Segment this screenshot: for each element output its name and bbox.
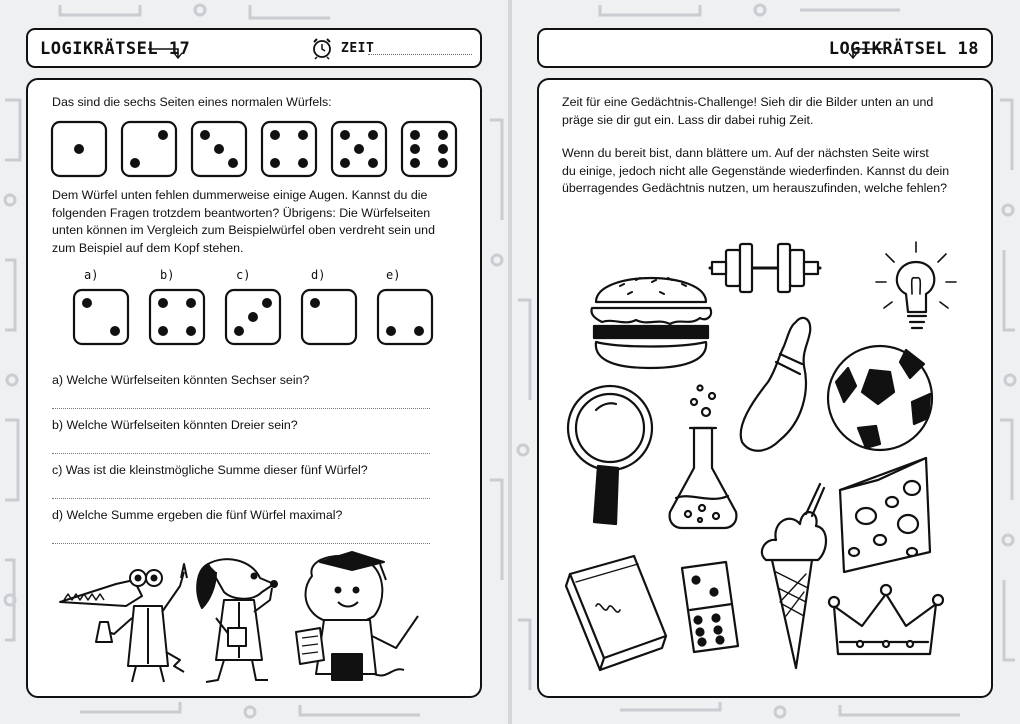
right-page-title: LOGIKRÄTSEL 18 — [828, 39, 979, 59]
reference-die-6 — [402, 122, 456, 176]
ice-cream-icon — [762, 484, 826, 668]
die-pip — [200, 130, 210, 140]
memory-instructions-paragraph — [562, 145, 949, 198]
memory-intro-paragraph — [562, 94, 933, 129]
die-pip — [262, 298, 272, 308]
die-pip — [186, 298, 196, 308]
cheese-icon — [840, 458, 930, 572]
puzzle-die-b — [150, 290, 204, 344]
answer-line-a[interactable] — [52, 408, 430, 409]
description-line: zum Beispiel auf dem Kopf stehen. — [52, 240, 244, 255]
right-header-bar — [537, 28, 993, 68]
paragraph-line: überragendes Gedächtnis nutzen, um herauszufinden, welche fehlen? — [562, 181, 948, 195]
die-pip — [228, 158, 238, 168]
paragraph-line: Zeit für eine Gedächtnis-Challenge! Sieh dir die Bilder unten an und — [562, 95, 934, 109]
arrow-down-right-icon — [148, 40, 184, 58]
reference-die-3 — [192, 122, 246, 176]
reference-die-4 — [262, 122, 316, 176]
die-pip — [438, 130, 448, 140]
die-pip — [438, 144, 448, 154]
die-pip — [234, 326, 244, 336]
soccer-ball-icon — [828, 346, 932, 450]
die-pip — [270, 158, 280, 168]
description-line: folgenden Fragen trotzdem beantworten? Übrigens: Die Würfelseiten — [52, 205, 431, 220]
die-pip — [410, 158, 420, 168]
dumbbell-icon — [710, 244, 820, 292]
puzzle-die-a — [74, 290, 128, 344]
left-header-bar — [26, 28, 482, 68]
question-b: b) Welche Würfelseiten könnten Dreier sein? — [52, 418, 298, 432]
die-pip — [368, 158, 378, 168]
dog-scientist-illustration — [197, 559, 277, 682]
die-pip — [186, 326, 196, 336]
answer-line-d[interactable] — [52, 543, 430, 544]
puzzle-die-c — [226, 290, 280, 344]
reference-die-2 — [122, 122, 176, 176]
cartoon-characters-illustration — [56, 556, 426, 686]
die-pip — [386, 326, 396, 336]
die-pip — [158, 130, 168, 140]
domino-icon — [682, 562, 738, 652]
paragraph-line: Wenn du bereit bist, dann blättere um. Auf der nächsten Seite wirst — [562, 146, 929, 160]
die-pip — [368, 130, 378, 140]
die-pip — [158, 326, 168, 336]
book-icon — [566, 556, 666, 670]
paragraph-line: präge sie dir gut ein. Lass dir dabei ruhig Zeit. — [562, 112, 814, 127]
die-label-e: e) — [386, 268, 401, 282]
puzzle-die-e — [378, 290, 432, 344]
question-d: d) Welche Summe ergeben die fünf Würfel maximal? — [52, 508, 343, 522]
light-bulb-icon — [876, 242, 956, 328]
die-pip — [340, 158, 350, 168]
die-pip — [270, 130, 280, 140]
paragraph-line: du einige, jedoch nicht alle Gegenstände wiederfinden. Kannst du dein — [562, 163, 950, 178]
die-pip — [248, 312, 258, 322]
page-gutter — [508, 0, 512, 724]
die-pip — [298, 158, 308, 168]
dice-description — [52, 187, 435, 257]
bowling-pin-icon — [741, 318, 811, 451]
die-pip — [214, 144, 224, 154]
puzzle-dice-row — [0, 0, 1, 1]
die-pip — [410, 130, 420, 140]
die-pip — [340, 130, 350, 140]
burger-icon — [591, 278, 711, 368]
reference-die-1 — [52, 122, 106, 176]
lion-professor-illustration — [296, 552, 418, 680]
dice-intro-text: Das sind die sechs Seiten eines normalen Würfels: — [52, 95, 332, 109]
flask-icon — [670, 386, 737, 529]
die-pip — [158, 298, 168, 308]
die-pip — [354, 144, 364, 154]
die-pip — [310, 298, 320, 308]
crown-icon — [829, 585, 943, 654]
die-label-c: c) — [236, 268, 251, 282]
description-line: Dem Würfel unten fehlen dummerweise einige Augen. Kannst du die — [52, 188, 428, 202]
crocodile-scientist-illustration — [60, 564, 187, 682]
answer-line-b[interactable] — [52, 453, 430, 454]
time-input-line[interactable] — [368, 54, 472, 55]
die-pip — [414, 326, 424, 336]
question-c: c) Was ist die kleinstmögliche Summe dieser fünf Würfel? — [52, 463, 368, 477]
left-page-title: LOGIKRÄTSEL 17 — [40, 39, 191, 59]
question-a: a) Welche Würfelseiten könnten Sechser sein? — [52, 373, 310, 387]
reference-die-5 — [332, 122, 386, 176]
die-pip — [82, 298, 92, 308]
die-label-d: d) — [311, 268, 326, 282]
answer-line-c[interactable] — [52, 498, 430, 499]
memory-objects-illustration — [540, 222, 990, 682]
puzzle-die-d — [302, 290, 356, 344]
description-line: unten können im Vergleich zum Beispielwürfel oben verdreht sein und — [52, 223, 435, 237]
die-pip — [130, 158, 140, 168]
alarm-clock-icon — [310, 36, 334, 60]
time-label: ZEIT — [341, 41, 375, 56]
die-label-b: b) — [160, 268, 175, 282]
die-pip — [410, 144, 420, 154]
die-pip — [110, 326, 120, 336]
die-pip — [438, 158, 448, 168]
die-pip — [298, 130, 308, 140]
die-pip — [74, 144, 84, 154]
magnifying-glass-icon — [568, 386, 652, 524]
die-label-a: a) — [84, 268, 99, 282]
